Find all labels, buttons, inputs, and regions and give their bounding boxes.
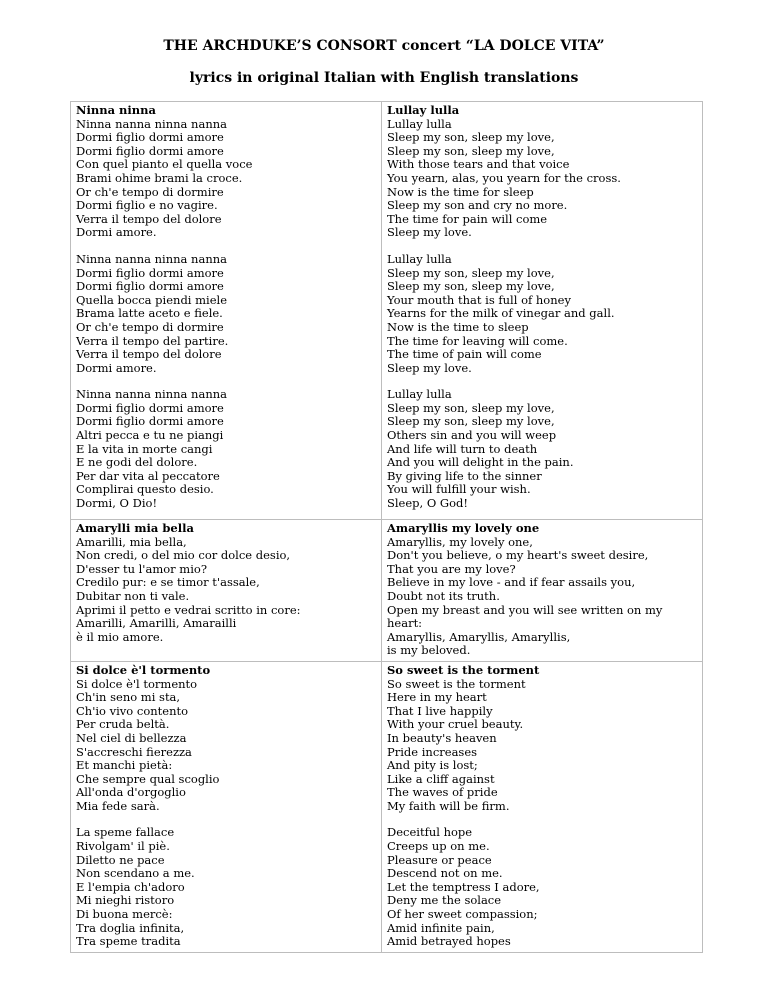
stanza-italian: Amarilli, mia bella, Non credi, o del mio cor dolce desio, D'esser tu l'amor mio? Credilo pur: e se timor t'assale, Dubitar non ti vale. Aprimi il petto e vedrai scritto in core: Amarilli, Amarilli, Amarailli è il mio amore. xyxy=(76,534,301,644)
document-title: THE ARCHDUKE’S CONSORT concert “LA DOLCE VITA” xyxy=(163,38,605,54)
stanza-italian: Ninna nanna ninna nanna Dormi figlio dormi amore Dormi figlio dormi amore Altri pecca e tu ne piangi E la vita in morte cangi E ne godi del dolore. Per dar vita al peccatore Complirai questo desio. Dormi, O Dio! xyxy=(76,387,227,511)
song-title-italian: Si dolce è'l tormento xyxy=(76,662,211,677)
stanza-english: Deceitful hope Creeps up on me. Pleasure or peace Descend not on me. Let the temptress I adore, Deny me the solace Of her sweet compassion; Amid infinite pain, Amid betrayed hopes xyxy=(387,825,540,949)
stanza-english: Amaryllis, my lovely one, Don't you believe, o my heart's sweet desire, That you are my love? Believe in my love - and if fear assails you, Doubt not its truth. Open my breast and you will see written on my heart: Amaryllis, Amaryllis, Amaryllis, is my beloved. xyxy=(387,534,663,658)
song-title-english: So sweet is the torment xyxy=(387,662,540,677)
song-title-english: Amaryllis my lovely one xyxy=(387,521,540,535)
document-subtitle: lyrics in original Italian with English translations xyxy=(189,70,579,86)
english-cell xyxy=(382,520,703,662)
song-title-italian: Amarylli mia bella xyxy=(76,521,194,535)
stanza-italian: Ninna nanna ninna nanna Dormi figlio dormi amore Dormi figlio dormi amore Con quel pianto el quella voce Brami ohime brami la croce. Or ch'e tempo di dormire Dormi figlio e no vagire. Verra il tempo del dolore Dormi amore. xyxy=(76,116,253,240)
table-row xyxy=(71,102,703,520)
lyrics-table xyxy=(70,101,703,953)
stanza-italian: Ninna nanna ninna nanna Dormi figlio dormi amore Dormi figlio dormi amore Quella bocca piendi miele Brama latte aceto e fiele. Or ch'e tempo di dormire Verra il tempo del partire. Verra il tempo del dolore Dormi amore. xyxy=(76,251,229,375)
english-cell xyxy=(382,661,703,952)
stanza-english: Lullay lulla Sleep my son, sleep my love, Sleep my son, sleep my love, Others sin and you will weep And life will turn to death And you will delight in the pain. By giving life to the sinner You will fulfill your wish. Sleep, O God! xyxy=(387,387,574,511)
table-row xyxy=(71,520,703,662)
english-cell xyxy=(382,102,703,520)
stanza-english: So sweet is the torment Here in my heart That I live happily With your cruel beauty. In beauty's heaven Pride increases And pity is lost; Like a cliff against The waves of pride My faith will be firm. xyxy=(387,676,526,813)
song-title-english: Lullay lulla xyxy=(387,103,460,117)
song-title-italian: Ninna ninna xyxy=(76,103,156,117)
table-row xyxy=(71,661,703,952)
italian-cell xyxy=(71,520,382,662)
stanza-italian: La speme fallace Rivolgam' il piè. Diletto ne pace Non scendano a me. E l'empia ch'adoro Mi nieghi ristoro Di buona mercè: Tra doglia infinita, Tra speme tradita xyxy=(76,825,195,949)
stanza-italian: Si dolce è'l tormento Ch'in seno mi sta, Ch'io vivo contento Per cruda beltà. Nel ciel di bellezza S'accreschi fierezza Et manchi pietà: Che sempre qual scoglio All'onda d'orgoglio Mia fede sarà. xyxy=(76,676,220,813)
italian-cell xyxy=(71,102,382,520)
stanza-english: Lullay lulla Sleep my son, sleep my love, Sleep my son, sleep my love, Your mouth that is full of honey Yearns for the milk of vinegar and gall. Now is the time to sleep The time for leaving will come. The time of pain will come Sleep my love. xyxy=(387,251,615,375)
stanza-english: Lullay lulla Sleep my son, sleep my love, Sleep my son, sleep my love, With those tears and that voice You yearn, alas, you yearn for the cross. Now is the time for sleep Sleep my son and cry no more. The time for pain will come Sleep my love. xyxy=(387,116,621,240)
italian-cell xyxy=(71,661,382,952)
